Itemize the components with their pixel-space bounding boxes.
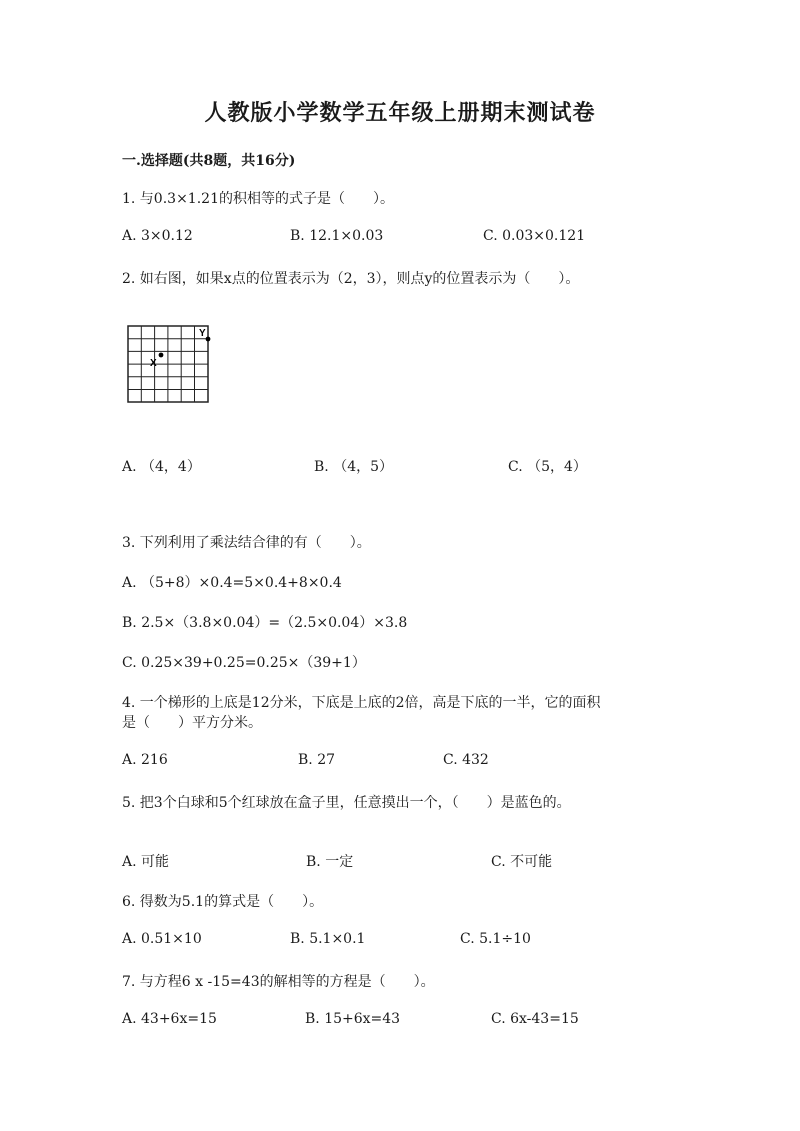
question-1-stem: 1. 与0.3×1.21的积相等的式子是（ ）。: [122, 191, 394, 207]
question-5-option-c: C. 不可能: [491, 854, 553, 870]
grid-lines: [128, 326, 208, 402]
question-2-stem: 2. 如右图，如果x点的位置表示为（2，3），则点y的位置表示为（ ）。: [122, 271, 580, 287]
question-7-option-a: A. 43+6x=15: [122, 1011, 217, 1027]
question-3-option-b: B. 2.5×（3.8×0.04）=（2.5×0.04）×3.8: [122, 615, 408, 631]
question-7-stem: 7. 与方程6 x -15=43的解相等的方程是（ ）。: [122, 974, 435, 990]
question-5-option-b: B. 一定: [306, 854, 354, 870]
question-3-stem: 3. 下列利用了乘法结合律的有（ ）。: [122, 535, 371, 551]
question-5-stem: 5. 把3个白球和5个红球放在盒子里，任意摸出一个，（ ）是蓝色的。: [122, 795, 571, 811]
question-7-option-c: C. 6x-43=15: [491, 1011, 579, 1027]
question-3-option-c: C. 0.25×39+0.25=0.25×（39+1）: [122, 655, 366, 671]
point-y-label: Y: [199, 328, 206, 339]
section-heading: 一.选择题(共8题，共16分): [122, 153, 296, 169]
question-4-option-b: B. 27: [298, 752, 336, 768]
page-title: 人教版小学数学五年级上册期末测试卷: [204, 100, 596, 126]
point-x-dot: [159, 353, 164, 358]
question-1-option-c: C. 0.03×0.121: [483, 228, 586, 244]
question-4-option-a: A. 216: [122, 752, 168, 768]
question-4-stem-continued: 是（ ）平方分米。: [122, 715, 262, 731]
question-1-option-a: A. 3×0.12: [122, 228, 193, 244]
question-1-option-b: B. 12.1×0.03: [290, 228, 384, 244]
question-6-option-b: B. 5.1×0.1: [290, 931, 366, 947]
question-2-option-b: B. （4，5）: [314, 459, 394, 475]
question-4-stem: 4. 一个梯形的上底是12分米，下底是上底的2倍，高是下底的一半，它的面积: [122, 695, 601, 711]
question-6-option-c: C. 5.1÷10: [460, 931, 531, 947]
question-3-option-a: A. （5+8）×0.4=5×0.4+8×0.4: [122, 575, 342, 591]
point-x-label: X: [150, 358, 157, 369]
question-6-option-a: A. 0.51×10: [122, 931, 202, 947]
question-7-option-b: B. 15+6x=43: [305, 1011, 401, 1027]
question-4-option-c: C. 432: [443, 752, 489, 768]
question-6-stem: 6. 得数为5.1的算式是（ ）。: [122, 894, 324, 910]
question-2-option-a: A. （4，4）: [122, 459, 201, 475]
question-5-option-a: A. 可能: [122, 854, 170, 870]
coordinate-grid-figure: [126, 323, 216, 405]
point-y-dot: [206, 337, 211, 342]
question-2-option-c: C. （5，4）: [508, 459, 587, 475]
